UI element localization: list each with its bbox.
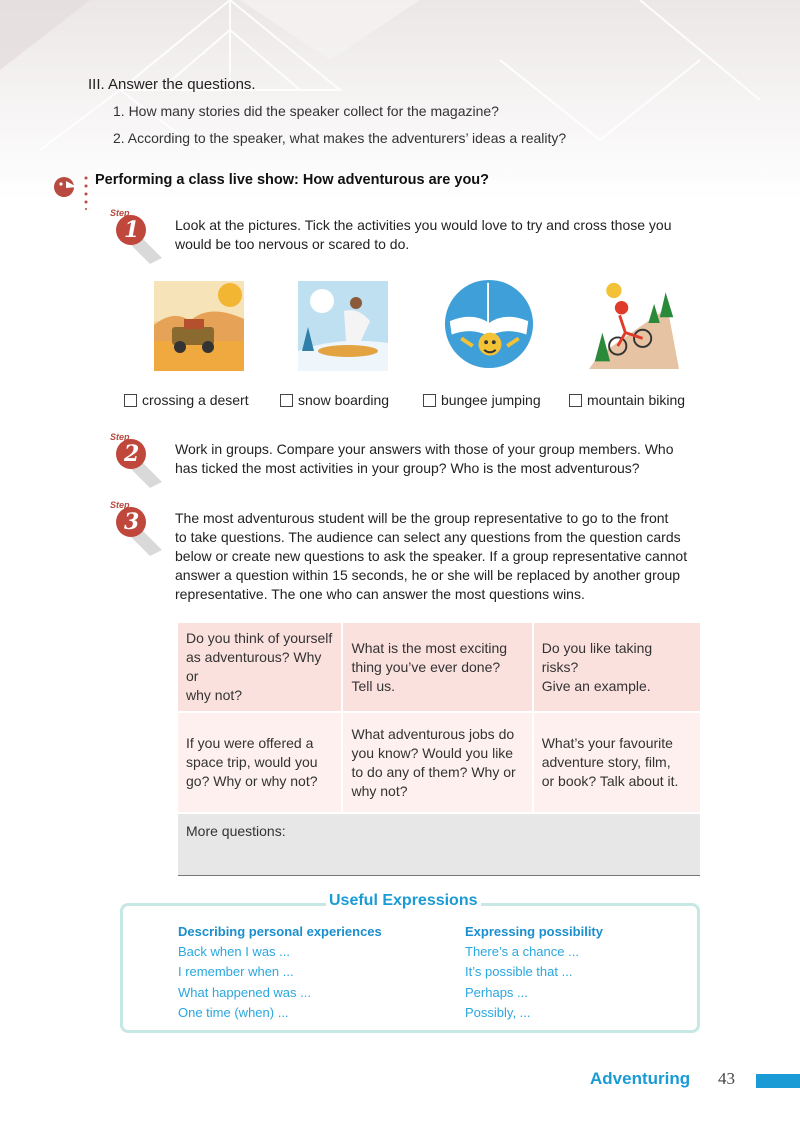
step-2-instructions bbox=[175, 440, 674, 478]
step-3-line: representative. The one who can answer the most questions wins. bbox=[175, 586, 585, 602]
activity-checkbox[interactable] bbox=[124, 394, 137, 407]
question-1: 1. How many stories did the speaker collect for the magazine? bbox=[113, 103, 499, 119]
activity-label: bungee jumping bbox=[441, 392, 541, 408]
step-3-line: The most adventurous student will be the group representative to go to the front bbox=[175, 510, 669, 526]
expression-item: Back when I was ... bbox=[178, 944, 290, 959]
step-1-badge bbox=[110, 208, 166, 256]
card-line: why not? bbox=[186, 687, 243, 703]
expression-item: It’s possible that ... bbox=[465, 964, 573, 979]
question-card[interactable] bbox=[342, 622, 532, 712]
activity-option-desert[interactable] bbox=[124, 392, 249, 408]
question-card[interactable] bbox=[533, 712, 701, 813]
card-line: Tell us. bbox=[351, 677, 396, 694]
step-1-instructions bbox=[175, 216, 671, 254]
activity-label: snow boarding bbox=[298, 392, 390, 408]
question-card[interactable] bbox=[177, 622, 342, 712]
mountain-biker-picture bbox=[589, 279, 679, 369]
activity-option-snowboarding[interactable] bbox=[280, 392, 389, 408]
dotted-divider-icon bbox=[84, 176, 88, 210]
step-3-line: to take questions. The audience can select any questions from the question cards bbox=[175, 529, 681, 545]
activity-checkbox[interactable] bbox=[569, 394, 582, 407]
bungee-jumper-picture bbox=[444, 279, 534, 369]
card-line: space trip, would you bbox=[186, 754, 318, 770]
expression-item: There’s a chance ... bbox=[465, 944, 579, 959]
step-2-badge bbox=[110, 432, 166, 480]
performing-head-icon bbox=[53, 176, 77, 198]
more-questions-label: More questions: bbox=[186, 823, 286, 839]
step-3-badge bbox=[110, 500, 166, 548]
step-1-line: Look at the pictures. Tick the activities you would love to try and cross those you bbox=[175, 217, 672, 233]
card-line: why not? bbox=[351, 782, 408, 799]
page-number: 43 bbox=[718, 1069, 735, 1088]
unit-title: Adventuring bbox=[590, 1069, 691, 1088]
card-line: If you were offered a bbox=[186, 735, 314, 751]
desert-jeep-picture bbox=[154, 281, 244, 371]
step-2-line: Work in groups. Compare your answers with those of your group members. Who bbox=[175, 441, 674, 457]
step-3-line: below or create new questions to ask the speaker. If a group representative cannot bbox=[175, 548, 688, 564]
card-line: or book? Talk about it. bbox=[541, 773, 679, 789]
step-2-line: has ticked the most activities in your group? Who is the most adventurous? bbox=[175, 460, 640, 476]
card-line: go? Why or why not? bbox=[186, 773, 318, 789]
card-line: What adventurous jobs do bbox=[351, 725, 515, 742]
activity-checkbox[interactable] bbox=[423, 394, 436, 407]
section-three-title: III. Answer the questions. bbox=[88, 76, 256, 93]
more-questions-area[interactable] bbox=[177, 813, 701, 876]
activity-checkbox[interactable] bbox=[280, 394, 293, 407]
expression-item: Perhaps ... bbox=[465, 985, 528, 1000]
card-line: Do you think of yourself bbox=[186, 630, 333, 646]
expression-item: One time (when) ... bbox=[178, 1005, 289, 1020]
footer-accent-bar bbox=[756, 1074, 800, 1088]
step-1-line: would be too nervous or scared to do. bbox=[175, 236, 410, 252]
step-number: 3 bbox=[124, 509, 140, 535]
question-card[interactable] bbox=[533, 622, 701, 712]
step-3-line: answer a question within 15 seconds, he or she will be replaced by another group bbox=[175, 567, 681, 583]
performing-title: Performing a class live show: How adventurous are you? bbox=[95, 172, 490, 188]
expressions-heading-experiences: Describing personal experiences bbox=[178, 924, 382, 939]
expressions-heading-possibility: Expressing possibility bbox=[465, 924, 603, 939]
card-line: thing you’ve ever done? bbox=[351, 658, 501, 675]
card-line: Give an example. bbox=[541, 677, 651, 694]
activity-option-bungee[interactable] bbox=[423, 392, 541, 408]
expression-item: I remember when ... bbox=[178, 964, 294, 979]
expression-item: Possibly, ... bbox=[465, 1005, 531, 1020]
card-line: as adventurous? Why or bbox=[186, 649, 322, 684]
question-card[interactable] bbox=[342, 712, 532, 813]
card-line: adventure story, film, bbox=[541, 754, 671, 770]
card-line: What is the most exciting bbox=[351, 639, 508, 656]
useful-expressions-title: Useful Expressions bbox=[326, 892, 481, 910]
step-label: Step bbox=[110, 500, 130, 510]
card-line: Do you like taking risks? bbox=[541, 639, 653, 675]
expression-item: What happened was ... bbox=[178, 985, 311, 1000]
question-2: 2. According to the speaker, what makes the adventurers’ ideas a reality? bbox=[113, 130, 567, 146]
step-label: Step bbox=[110, 208, 130, 218]
step-number: 2 bbox=[124, 441, 140, 467]
activity-label: crossing a desert bbox=[142, 392, 249, 408]
question-card[interactable] bbox=[177, 712, 342, 813]
activity-label: mountain biking bbox=[587, 392, 686, 408]
step-3-instructions bbox=[175, 509, 687, 604]
card-line: What’s your favourite bbox=[541, 735, 673, 751]
card-line: to do any of them? Why or bbox=[351, 763, 516, 780]
activity-option-biking[interactable] bbox=[569, 392, 685, 408]
question-cards-table bbox=[176, 621, 702, 876]
step-label: Step bbox=[110, 432, 130, 442]
snowboarder-picture bbox=[298, 281, 388, 371]
step-number: 1 bbox=[124, 217, 140, 243]
header-background-decoration bbox=[0, 0, 800, 200]
card-line: you know? Would you like bbox=[351, 744, 514, 761]
